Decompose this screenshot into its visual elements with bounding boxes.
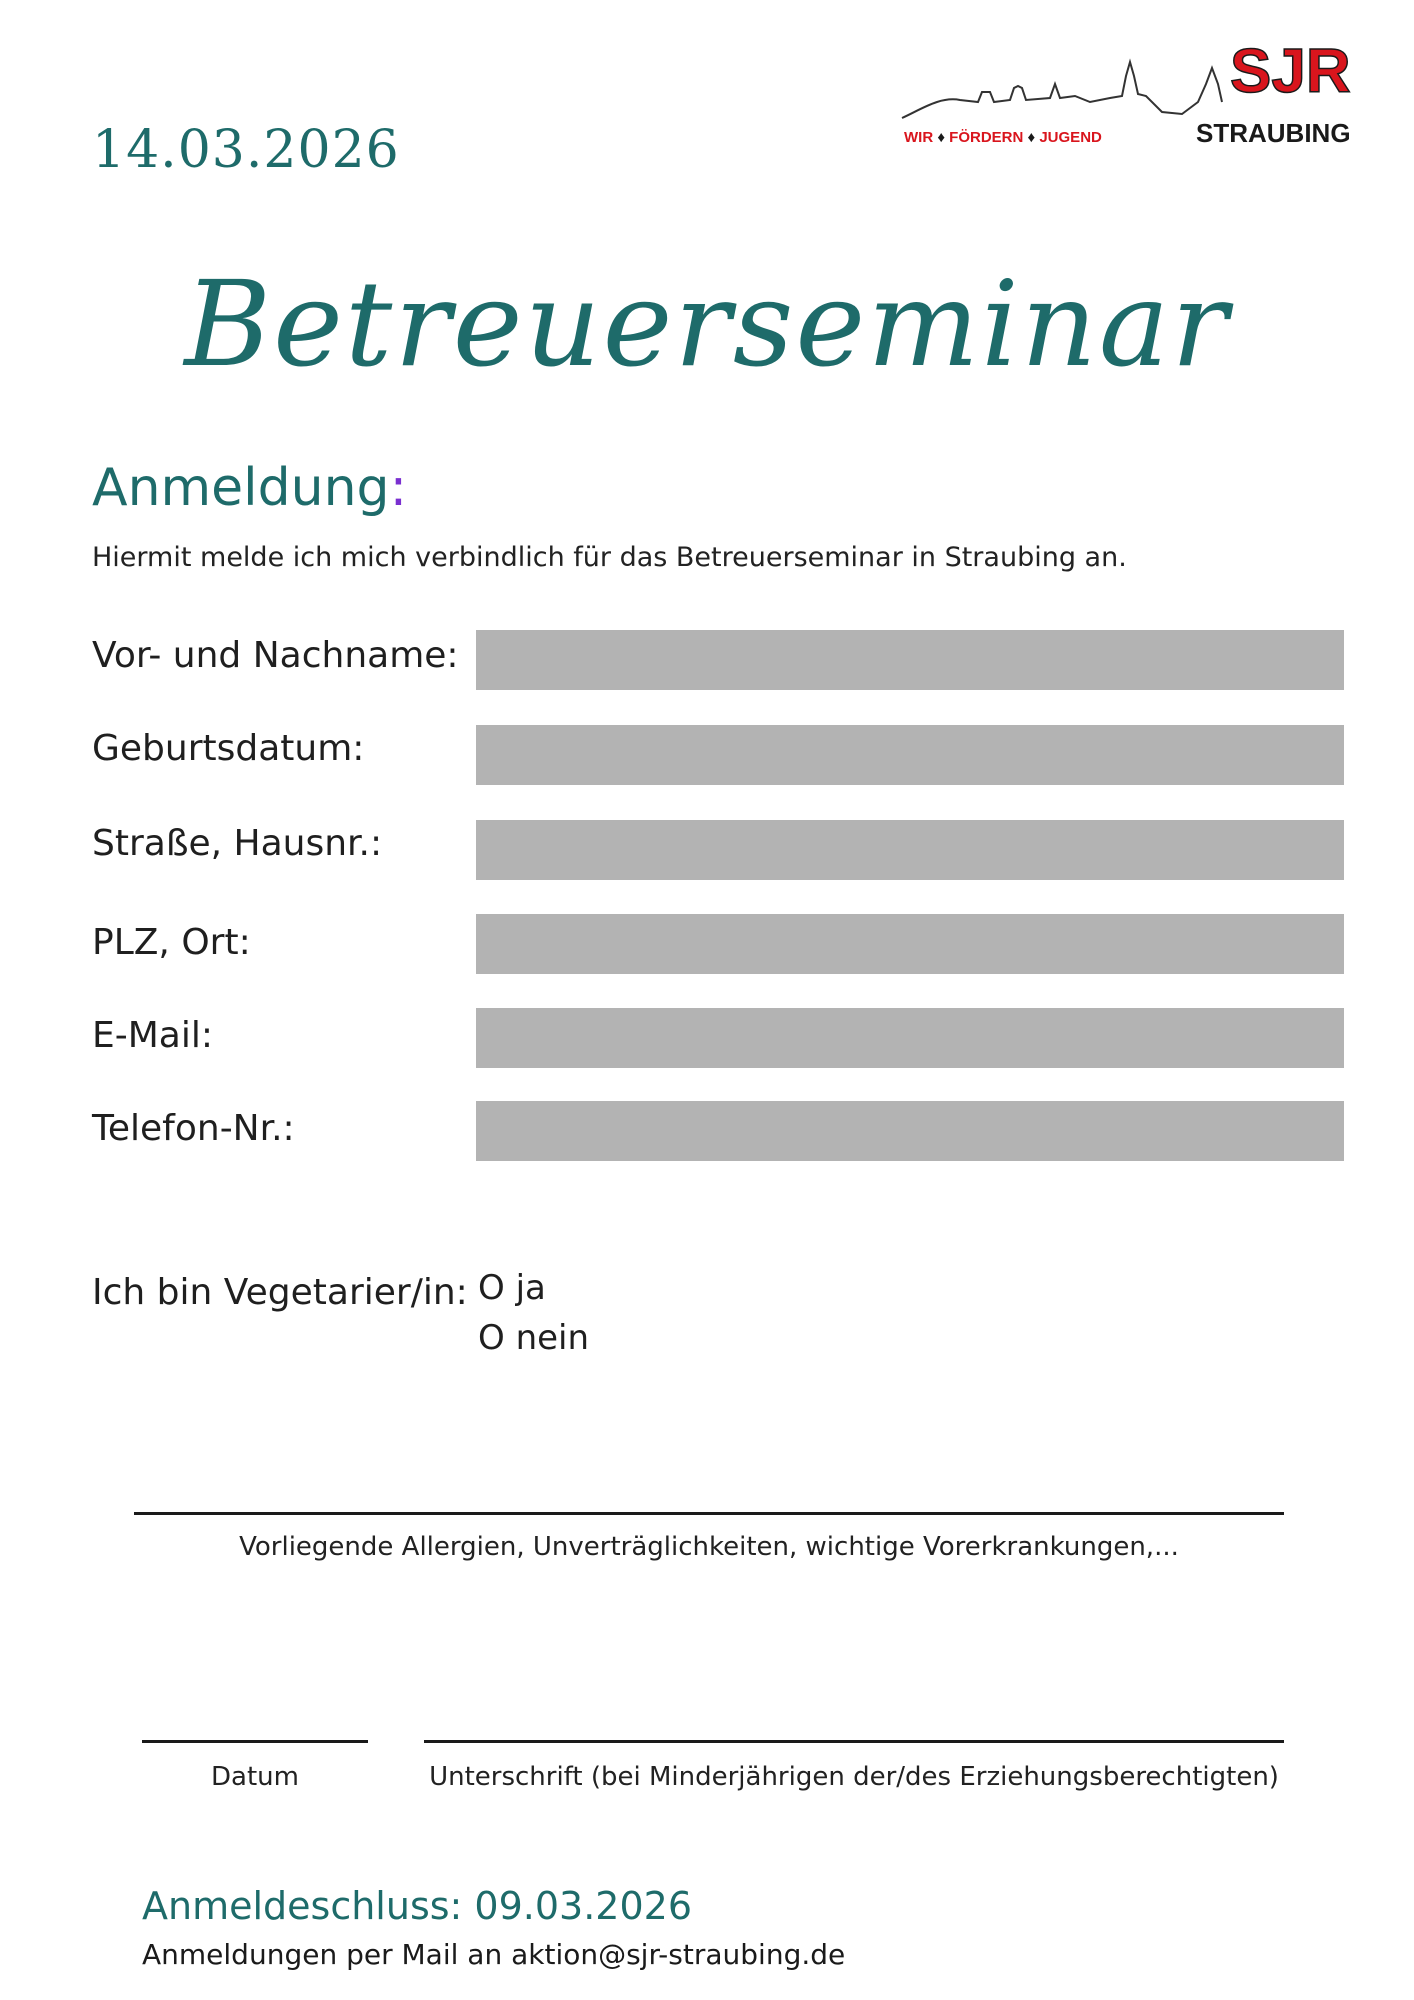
date-caption: Datum: [211, 1762, 299, 1792]
label-birthdate: Geburtsdatum:: [92, 728, 365, 769]
sjr-straubing-logo: [900, 40, 1360, 160]
form-intro: Hiermit melde ich mich verbindlich für das Betreuerseminar in Straubing an.: [92, 542, 1127, 573]
slogan-word-2: FÖRDERN: [949, 129, 1024, 146]
name-field[interactable]: [476, 630, 1344, 690]
label-email: E-Mail:: [92, 1015, 213, 1056]
city-field[interactable]: [476, 914, 1344, 974]
vegetarian-label: Ich bin Vegetarier/in:: [92, 1272, 468, 1313]
logo-slogan: WIR ♦ FÖRDERN ♦ JUGEND: [904, 129, 1102, 146]
form-heading: [92, 458, 407, 518]
skyline-outline: [902, 62, 1222, 118]
slogan-word-1: WIR: [904, 129, 934, 146]
label-city: PLZ, Ort:: [92, 922, 251, 963]
label-name: Vor- und Nachname:: [92, 635, 459, 676]
vegetarian-option-no[interactable]: O nein: [478, 1318, 590, 1358]
page-title: Betreuerseminar: [184, 255, 1230, 393]
allergies-caption: Vorliegende Allergien, Unverträglichkeiten, wichtige Vorerkrankungen,...: [239, 1532, 1179, 1562]
birthdate-field[interactable]: [476, 725, 1344, 785]
registration-deadline: Anmeldeschluss: 09.03.2026: [142, 1884, 692, 1928]
signature-line[interactable]: [424, 1740, 1284, 1743]
allergies-line[interactable]: [134, 1512, 1284, 1515]
phone-field[interactable]: [476, 1101, 1344, 1161]
form-heading-text: Anmeldung: [92, 458, 390, 518]
label-phone: Telefon-Nr.:: [92, 1108, 295, 1149]
registration-mail-note: Anmeldungen per Mail an aktion@sjr-straubing.de: [142, 1938, 846, 1971]
vegetarian-option-yes[interactable]: O ja: [478, 1268, 546, 1308]
event-date: 14.03.2026: [92, 120, 400, 180]
slogan-word-3: JUGEND: [1039, 129, 1102, 146]
logo-brand: SJR: [1230, 40, 1351, 106]
signature-caption: Unterschrift (bei Minderjährigen der/des Erziehungsberechtigten): [429, 1762, 1279, 1792]
label-street: Straße, Hausnr.:: [92, 823, 383, 864]
email-field[interactable]: [476, 1008, 1344, 1068]
form-heading-colon: :: [389, 458, 408, 518]
street-field[interactable]: [476, 820, 1344, 880]
date-line[interactable]: [142, 1740, 368, 1743]
logo-subtitle: STRAUBING: [1196, 118, 1351, 148]
